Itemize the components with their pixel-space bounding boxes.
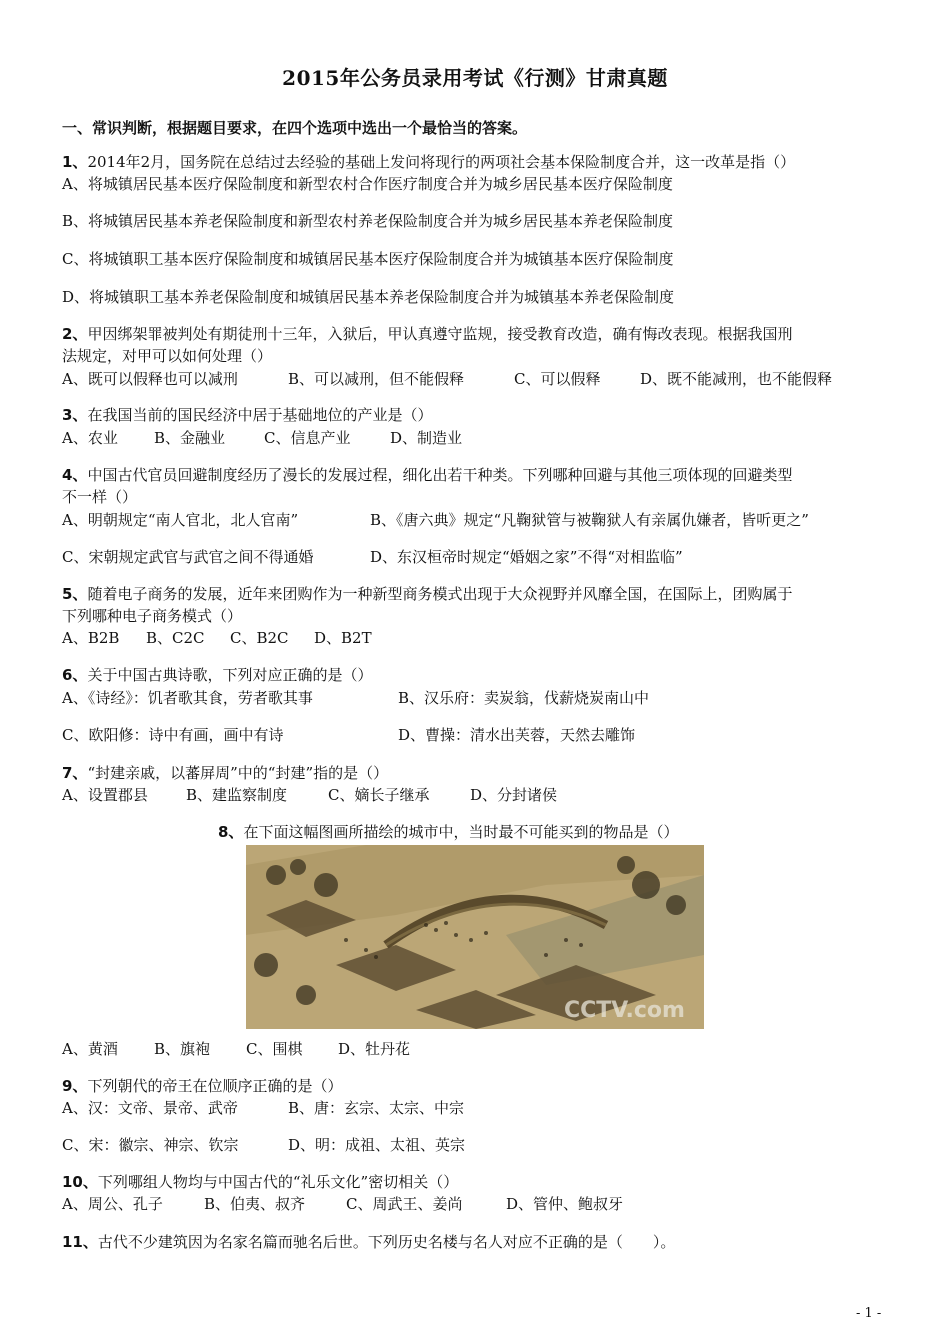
option-a: A、明朝规定“南人官北，北人官南”: [62, 511, 299, 529]
question-text: 关于中国古典诗歌，下列对应正确的是（）: [87, 666, 373, 684]
option-d: D、分封诸侯: [470, 786, 558, 804]
option-c: C、周武王、姜尚: [346, 1195, 463, 1213]
question-number: 10、: [62, 1173, 98, 1191]
question-10: [62, 1172, 458, 1192]
question-9: [62, 1076, 342, 1096]
option-b: B、汉乐府：卖炭翁，伐薪烧炭南山中: [398, 689, 650, 707]
options-row: [62, 688, 649, 708]
options-row: [62, 785, 557, 805]
option-a: A、设置郡县: [62, 786, 148, 804]
question-number: 3、: [62, 406, 88, 424]
question-number: 11、: [62, 1233, 98, 1251]
question-number: 9、: [62, 1077, 88, 1095]
question-text-continued: 法规定，对甲可以如何处理（）: [62, 347, 273, 365]
question-number: 7、: [62, 764, 88, 782]
option-d: D、曹操：清水出芙蓉，天然去雕饰: [398, 726, 636, 744]
question-number: 6、: [62, 666, 88, 684]
options-row: [62, 428, 462, 448]
option-b: B、《唐六典》规定“凡鞠狱管与被鞠狱人有亲属仇嫌者，皆听更之”: [370, 511, 809, 529]
option-c: C、将城镇职工基本医疗保险制度和城镇居民基本医疗保险制度合并为城镇基本医疗保险制度: [62, 250, 674, 268]
option-a: A、将城镇居民基本医疗保险制度和新型农村合作医疗制度合并为城乡居民基本医疗保险制度: [62, 175, 673, 193]
question-text: 在下面这幅图画所描绘的城市中，当时最不可能买到的物品是（）: [243, 823, 679, 841]
option-c: C、信息产业: [264, 429, 351, 447]
options-row: [62, 1039, 410, 1059]
options-row: [62, 1098, 464, 1118]
option-c: C、B2C: [230, 629, 289, 647]
options-row: [62, 628, 372, 648]
question-text: 甲因绑架罪被判处有期徒刑十三年，入狱后，甲认真遵守监规，接受教育改造，确有悔改表现。根据我国刑: [87, 325, 793, 343]
option-b: B、唐：玄宗、太宗、中宗: [288, 1099, 465, 1117]
option-c: C、可以假释: [514, 370, 601, 388]
question-7: [62, 763, 388, 783]
question-number: 8、: [218, 823, 244, 841]
page-title: 2015年公务员录用考试《行测》甘肃真题: [282, 66, 668, 90]
question-5: [62, 584, 792, 604]
option-d: D、既不能减刑，也不能假释: [640, 370, 833, 388]
question-text: 下列哪组人物均与中国古代的“礼乐文化”密切相关（）: [97, 1173, 459, 1191]
option-b: B、建监察制度: [186, 786, 288, 804]
question-number: 5、: [62, 585, 88, 603]
question-2: [62, 324, 792, 344]
question-text: 中国古代官员回避制度经历了漫长的发展过程，细化出若干种类。下列哪种回避与其他三项体现的回避类型: [87, 466, 793, 484]
option-c: C、宋朝规定武官与武官之间不得通婚: [62, 548, 314, 566]
section-heading: 一、常识判断，根据题目要求，在四个选项中选出一个最恰当的答案。: [62, 119, 528, 137]
option-a: A、既可以假释也可以减刑: [62, 370, 238, 388]
option-b: B、C2C: [146, 629, 205, 647]
option-a: A、周公、孔子: [62, 1195, 163, 1213]
question-text-continued: 下列哪种电子商务模式（）: [62, 607, 243, 625]
option-b: B、将城镇居民基本养老保险制度和新型农村养老保险制度合并为城乡居民基本养老保险制度: [62, 212, 674, 230]
page-number: - 1 -: [856, 1306, 882, 1321]
watermark-text: CCTV.com: [564, 998, 685, 1023]
option-d: D、牡丹花: [338, 1040, 411, 1058]
option-a: A、《诗经》：饥者歌其食，劳者歌其事: [62, 689, 313, 707]
option-c: C、围棋: [246, 1040, 303, 1058]
option-b: B、金融业: [154, 429, 226, 447]
option-c: C、欧阳修：诗中有画，画中有诗: [62, 726, 284, 744]
question-4: [62, 465, 792, 485]
question-text: “封建亲戚，以蕃屏周”中的“封建”指的是（）: [87, 764, 389, 782]
option-d: D、B2T: [314, 629, 372, 647]
options-row: [62, 369, 832, 389]
option-a: A、B2B: [62, 629, 120, 647]
option-d: D、管仲、鲍叔牙: [506, 1195, 624, 1213]
question-text: 古代不少建筑因为名家名篇而驰名后世。下列历史名楼与名人对应不正确的是（ ）。: [97, 1233, 676, 1251]
question-text: 2014年2月，国务院在总结过去经验的基础上发问将现行的两项社会基本保险制度合并，这一改革是指（）: [87, 153, 796, 171]
options-row: [62, 1135, 465, 1155]
question-text: 在我国当前的国民经济中居于基础地位的产业是（）: [87, 406, 433, 424]
option-d: D、将城镇职工基本养老保险制度和城镇居民基本养老保险制度合并为城镇基本养老保险制度: [62, 288, 675, 306]
option-b: B、旗袍: [154, 1040, 211, 1058]
question-8: [218, 822, 678, 842]
option-a: A、黄酒: [62, 1040, 118, 1058]
options-row: [62, 547, 683, 567]
question-number: 4、: [62, 466, 88, 484]
option-a: A、农业: [62, 429, 118, 447]
option-c: C、嫡长子继承: [328, 786, 430, 804]
question-1: [62, 152, 795, 172]
option-c: C、宋：徽宗、神宗、钦宗: [62, 1136, 239, 1154]
question-number: 2、: [62, 325, 88, 343]
question-6: [62, 665, 372, 685]
painting-illustration: [246, 845, 704, 1029]
option-d: D、制造业: [390, 429, 463, 447]
options-row: [62, 725, 635, 745]
question-3: [62, 405, 432, 425]
question-text: 随着电子商务的发展，近年来团购作为一种新型商务模式出现于大众视野并风靡全国，在国际上，团购属于: [87, 585, 793, 603]
options-row: [62, 510, 809, 530]
question-text-continued: 不一样（）: [62, 488, 138, 506]
qingming-painting-image: [246, 845, 704, 1029]
option-a: A、汉：文帝、景帝、武帝: [62, 1099, 238, 1117]
question-text: 下列朝代的帝王在位顺序正确的是（）: [87, 1077, 343, 1095]
option-b: B、可以减刑，但不能假释: [288, 370, 465, 388]
question-11: [62, 1232, 675, 1252]
options-row: [62, 1194, 623, 1214]
option-d: D、东汉桓帝时规定“婚姻之家”不得“对相监临”: [370, 548, 683, 566]
option-b: B、伯夷、叔齐: [204, 1195, 306, 1213]
option-d: D、明：成祖、太祖、英宗: [288, 1136, 466, 1154]
question-number: 1、: [62, 153, 88, 171]
